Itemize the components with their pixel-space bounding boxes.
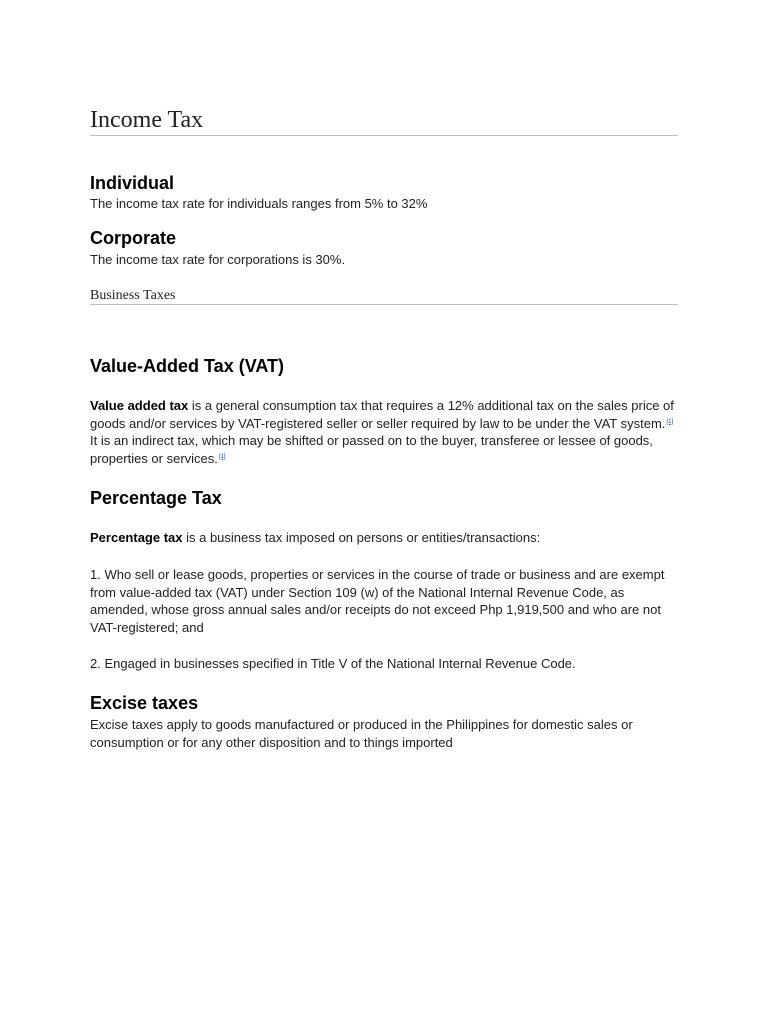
percentage-tax-item-1: 1. Who sell or lease goods, properties or services in the course of trade or business and are exempt from value-added tax (VAT) under Section 109 (w) of the National Internal Revenue Code, as amended, whose gross annual sales and/or receipts do not exceed Php 1,919,500 and who are not VAT-registered; and — [90, 567, 665, 635]
vat-citation-2[interactable]: [1] — [218, 453, 226, 460]
individual-heading: Individual — [90, 173, 175, 193]
business-taxes-heading: Business Taxes — [90, 287, 678, 305]
vat-heading: Value-Added Tax (VAT) — [90, 356, 285, 376]
vat-citation-1[interactable]: [1] — [666, 418, 674, 425]
percentage-tax-intro — [90, 529, 678, 547]
vat-text-1: is a general consumption tax that requires a 12% additional tax on the sales price of goods and/or services by VAT-registered seller or seller required by law to be under the VAT system. — [90, 398, 674, 431]
excise-taxes-heading: Excise taxes — [90, 693, 199, 713]
excise-taxes-text: Excise taxes apply to goods manufactured or produced in the Philippines for domestic sales or consumption or for any other disposition and to things imported — [90, 717, 633, 750]
vat-paragraph — [90, 397, 678, 467]
corporate-text: The income tax rate for corporations is 30%. — [90, 252, 346, 267]
vat-term: Value added tax — [90, 398, 189, 413]
vat-text-2: It is an indirect tax, which may be shifted or passed on to the buyer, transferee or lessee of goods, properties or services. — [90, 433, 653, 466]
percentage-tax-intro-text: is a business tax imposed on persons or entities/transactions: — [182, 530, 541, 545]
percentage-tax-item-2: 2. Engaged in businesses specified in Title V of the National Internal Revenue Code. — [90, 656, 576, 671]
individual-text: The income tax rate for individuals ranges from 5% to 32% — [90, 196, 428, 211]
percentage-tax-term: Percentage tax — [90, 530, 183, 545]
percentage-tax-heading: Percentage Tax — [90, 488, 222, 508]
corporate-heading: Corporate — [90, 228, 177, 248]
income-tax-heading: Income Tax — [90, 106, 678, 136]
